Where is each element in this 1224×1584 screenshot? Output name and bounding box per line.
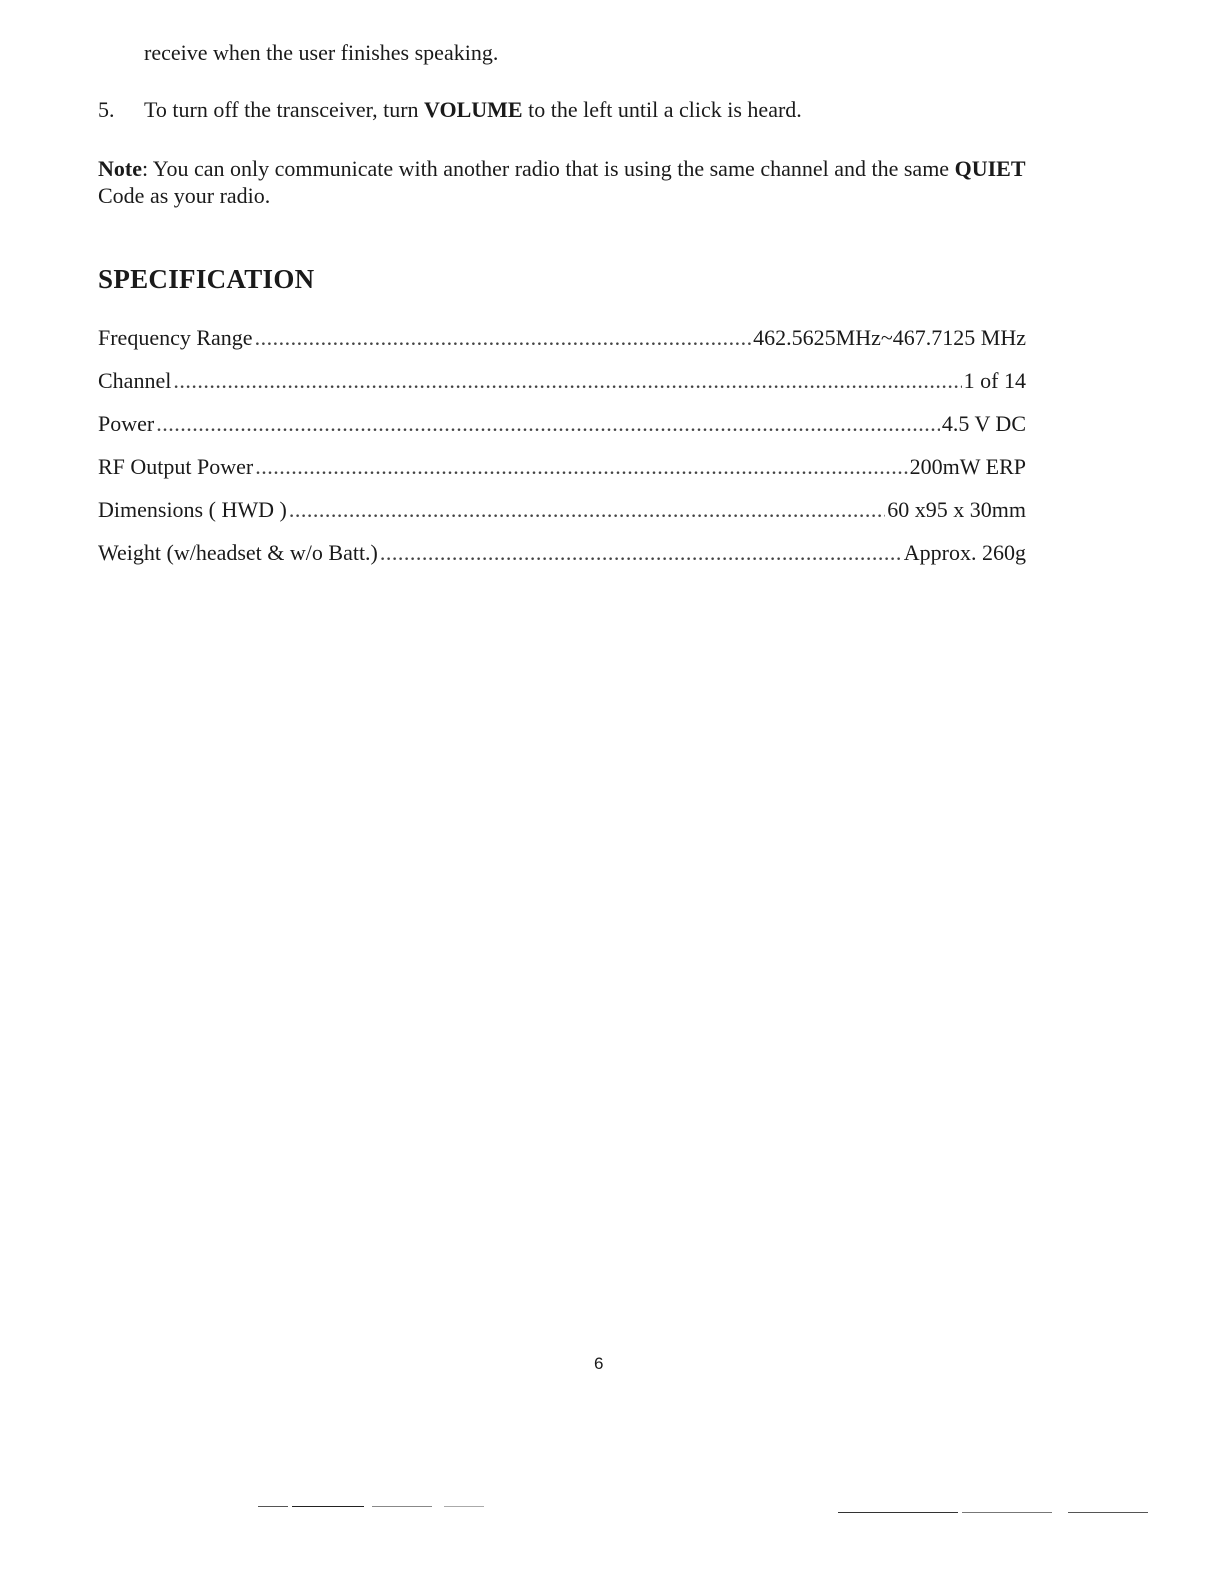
spec-label: RF Output Power <box>98 454 254 479</box>
note-label: Note <box>98 156 142 181</box>
step-text-before: To turn off the transceiver, turn <box>144 97 425 122</box>
quiet-keyword: QUIET <box>954 156 1026 181</box>
spec-value: 60 x95 x 30mm <box>887 497 1026 522</box>
section-heading: SPECIFICATION <box>98 264 315 294</box>
scan-artifact <box>292 1506 364 1507</box>
dot-leader <box>289 497 885 523</box>
spec-row <box>98 368 1026 411</box>
spec-label: Frequency Range <box>98 325 253 350</box>
scan-artifact <box>444 1506 484 1507</box>
spec-value: 4.5 V DC <box>941 411 1026 436</box>
spec-label: Dimensions ( HWD ) <box>98 497 287 522</box>
continuation-text: receive when the user finishes speaking. <box>144 40 499 65</box>
dot-leader <box>156 411 940 437</box>
spec-row <box>98 540 1026 583</box>
page-number: 6 <box>594 1354 604 1373</box>
spec-label: Channel <box>98 368 172 393</box>
spec-label: Weight (w/headset & w/o Batt.) <box>98 540 378 565</box>
dot-leader <box>255 454 907 480</box>
scan-artifact <box>258 1506 288 1507</box>
note-paragraph <box>98 155 1048 209</box>
scan-artifact <box>838 1512 958 1513</box>
step-number: 5. <box>98 97 115 122</box>
note-text-before: : You can only communicate with another radio that is using the same channel and the same <box>141 156 955 181</box>
scan-artifact <box>962 1512 1052 1513</box>
spec-value: 1 of 14 <box>963 368 1026 393</box>
note-text-after: Code as your radio. <box>98 183 271 208</box>
dot-leader <box>255 325 752 351</box>
dot-leader <box>380 540 902 566</box>
dot-leader <box>173 368 961 394</box>
step-text-after: to the left until a click is heard. <box>522 97 802 122</box>
spec-row <box>98 325 1026 368</box>
scan-artifact <box>372 1506 432 1507</box>
volume-keyword: VOLUME <box>424 97 523 122</box>
spec-row <box>98 497 1026 540</box>
spec-value: 200mW ERP <box>909 454 1026 479</box>
spec-row <box>98 411 1026 454</box>
spec-row <box>98 454 1026 497</box>
scan-artifact <box>1068 1512 1148 1513</box>
step-5 <box>98 97 998 123</box>
spec-label: Power <box>98 411 155 436</box>
spec-value: 462.5625MHz~467.7125 MHz <box>753 325 1026 350</box>
spec-table <box>98 325 1026 583</box>
spec-value: Approx. 260g <box>903 540 1026 565</box>
